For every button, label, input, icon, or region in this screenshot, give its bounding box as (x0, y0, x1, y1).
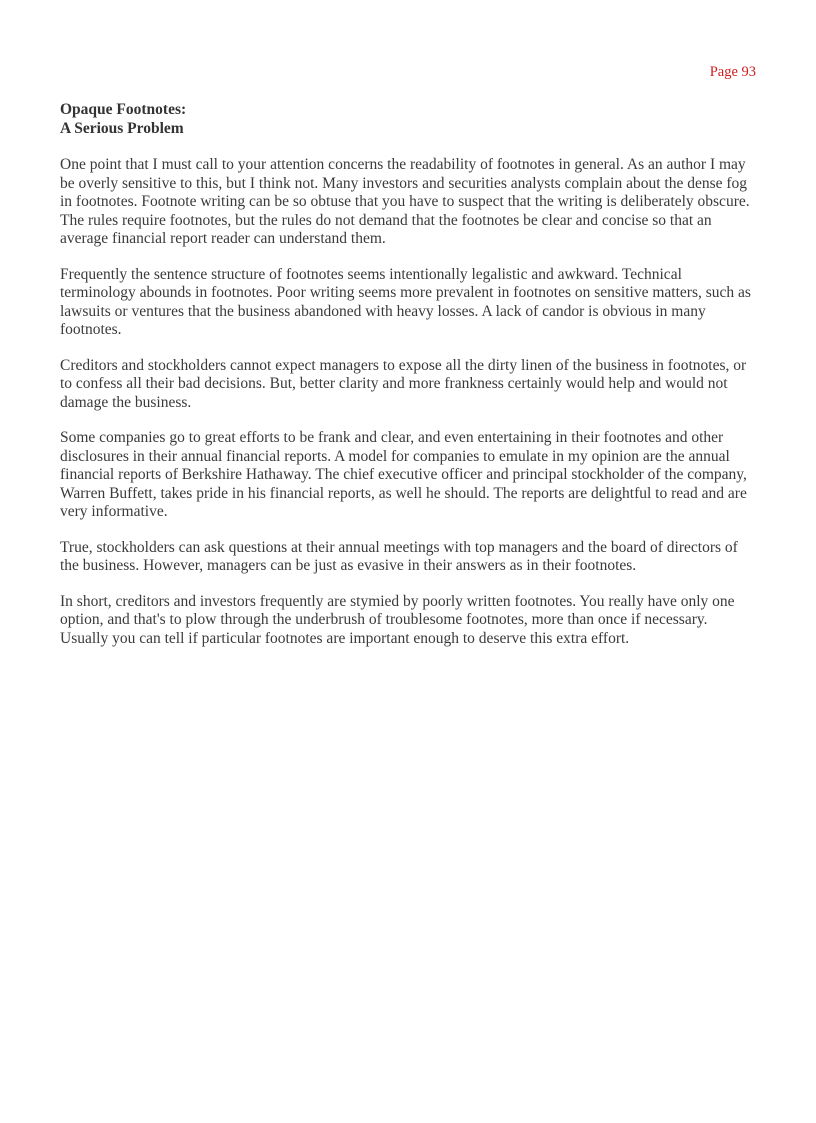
paragraph-5: True, stockholders can ask questions at their annual meetings with top managers and the board of directors of the business. However, managers can be just as evasive in their answers as in their footnotes. (60, 538, 738, 574)
document-body (60, 100, 758, 665)
section-title-line-1: Opaque Footnotes: (60, 101, 187, 118)
paragraph-2: Frequently the sentence structure of footnotes seems intentionally legalistic and awkward. Technical terminology abounds in footnotes. Poor writing seems more prevalent in footnotes on sensitive matters, such as lawsuits or ventures that the business abandoned with heavy losses. A lack of candor is obvious in many footnotes. (60, 265, 751, 338)
section-heading (60, 100, 758, 138)
paragraph-1: One point that I must call to your attention concerns the readability of footnotes in general. As an author I may be overly sensitive to this, but I think not. Many investors and securities analysts complain about the dense fog in footnotes. Footnote writing can be so obtuse that you have to suspect that the writing is deliberately obscure. The rules require footnotes, but the rules do not demand that the footnotes be clear and concise so that an average financial report reader can understand them. (60, 156, 750, 247)
paragraph-3: Creditors and stockholders cannot expect managers to expose all the dirty linen of the business in footnotes, or to confess all their bad decisions. But, better clarity and more frankness certainly would help and would not damage the business. (60, 356, 747, 411)
paragraph-6: In short, creditors and investors frequently are stymied by poorly written footnotes. You really have only one option, and that's to plow through the underbrush of troublesome footnotes, more than once if necessary. Usually you can tell if particular footnotes are important enough to deserve this extra effort. (60, 592, 735, 647)
section-title-line-2: A Serious Problem (60, 120, 184, 137)
paragraph-4: Some companies go to great efforts to be frank and clear, and even entertaining in their footnotes and other disclosures in their annual financial reports. A model for companies to emulate in my opinion are the annual financial reports of Berkshire Hathaway. The chief executive officer and principal stockholder of the company, Warren Buffett, takes pride in his financial reports, as well he should. The reports are delightful to read and are very informative. (60, 429, 747, 520)
page-number: Page 93 (709, 64, 756, 80)
